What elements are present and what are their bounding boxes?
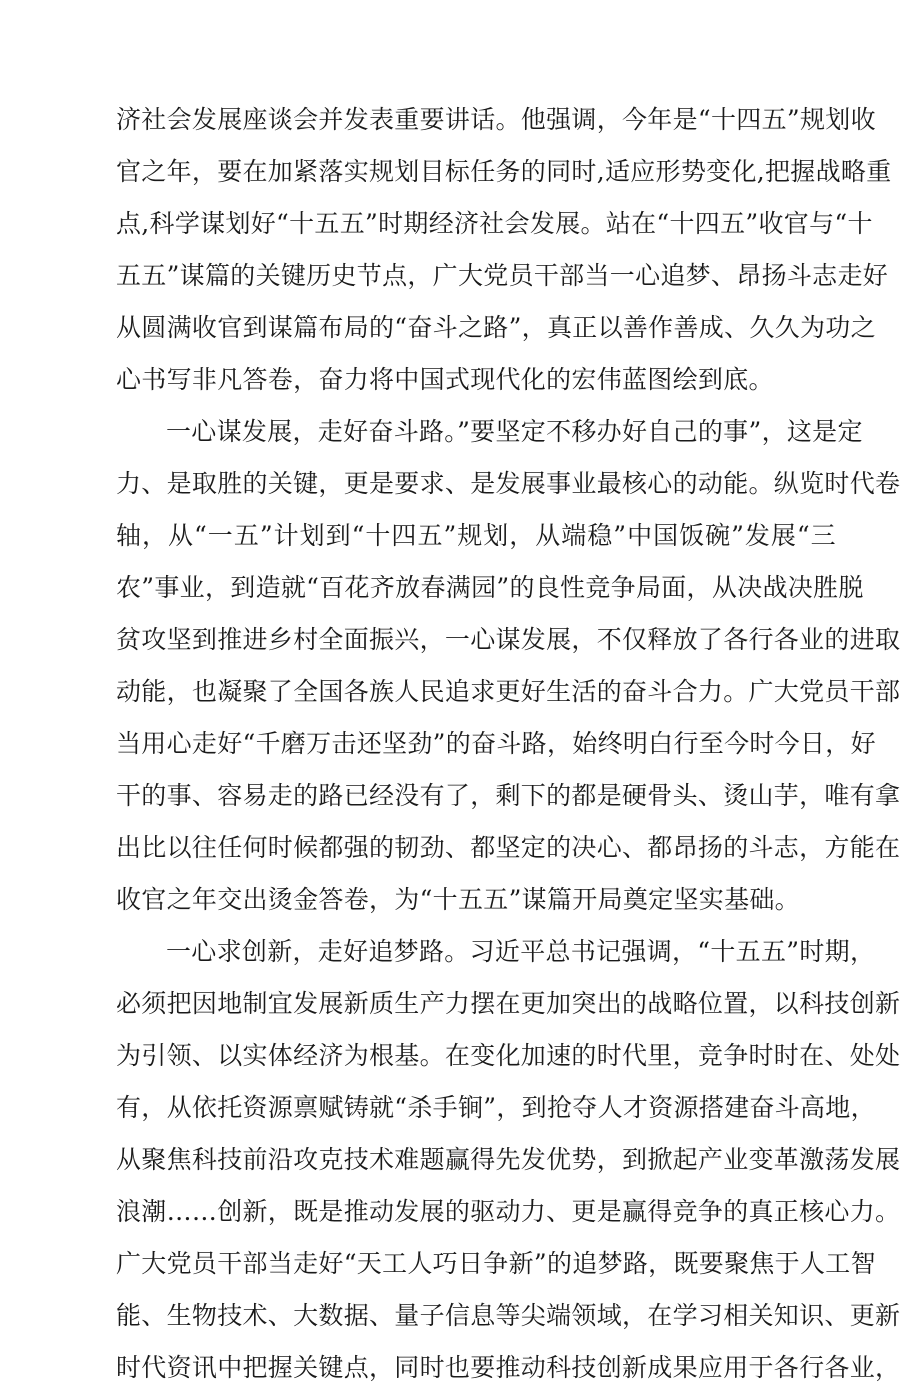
- paragraph-3-line-3: 为引领、以实体经济为根基。在变化加速的时代里，竞争时时在、处处: [116, 1041, 901, 1070]
- paragraph-2-line-2: 力、是取胜的关键，更是要求、是发展事业最核心的动能。纵览时代卷: [116, 469, 901, 498]
- paragraph-1-line-3: 点,科学谋划好“十五五”时期经济社会发展。站在“十四五”收官与“十: [116, 209, 873, 238]
- paragraph-2-line-5: 贫攻坚到推进乡村全面振兴，一心谋发展，不仅释放了各行各业的进取: [116, 625, 901, 654]
- paragraph-2-line-8: 干的事、容易走的路已经没有了，剩下的都是硬骨头、烫山芋，唯有拿: [116, 781, 901, 810]
- paragraph-2-line-10: 收官之年交出烫金答卷，为“十五五”谋篇开局奠定坚实基础。: [116, 885, 800, 914]
- paragraph-2-line-4: 农”事业，到造就“百花齐放春满园”的良性竞争局面，从决战决胜脱: [116, 573, 864, 602]
- paragraph-2-line-6: 动能，也凝聚了全国各族人民追求更好生活的奋斗合力。广大党员干部: [116, 677, 901, 706]
- paragraph-2-line-9: 出比以往任何时候都强的韧劲、都坚定的决心、都昂扬的斗志，方能在: [116, 833, 901, 862]
- paragraph-2-line-7: 当用心走好“千磨万击还坚劲”的奋斗路，始终明白行至今时今日，好: [116, 729, 876, 758]
- paragraph-3-line-7: 广大党员干部当走好“天工人巧日争新”的追梦路，既要聚焦于人工智: [116, 1249, 876, 1278]
- paragraph-1-line-4: 五五”谋篇的关键历史节点，广大党员干部当一心追梦、昂扬斗志走好: [116, 261, 889, 290]
- paragraph-3-line-6: 浪潮……创新，既是推动发展的驱动力、更是赢得竞争的真正核心力。: [116, 1197, 901, 1226]
- paragraph-3-line-1: 一心求创新，走好追梦路。习近平总书记强调，“十五五”时期，: [166, 937, 876, 966]
- paragraph-3-line-9: 时代资讯中把握关键点，同时也要推动科技创新成果应用于各行各业，: [116, 1353, 901, 1382]
- paragraph-3-line-8: 能、生物技术、大数据、量子信息等尖端领域，在学习相关知识、更新: [116, 1301, 901, 1330]
- paragraph-3-line-4: 有，从依托资源禀赋铸就“杀手锏”，到抢夺人才资源搭建奋斗高地，: [116, 1093, 876, 1122]
- paragraph-1-line-6: 心书写非凡答卷，奋力将中国式现代化的宏伟蓝图绘到底。: [116, 365, 774, 394]
- paragraph-2-line-1: 一心谋发展，走好奋斗路。”要坚定不移办好自己的事”，这是定: [166, 417, 863, 446]
- paragraph-3-line-2: 必须把因地制宜发展新质生产力摆在更加突出的战略位置，以科技创新: [116, 989, 901, 1018]
- paragraph-1-line-5: 从圆满收官到谋篇布局的“奋斗之路”，真正以善作善成、久久为功之: [116, 313, 876, 342]
- document-body: [116, 94, 901, 1394]
- paragraph-2-line-3: 轴，从“一五”计划到“十四五”规划，从端稳”中国饭碗”发展“三: [116, 521, 836, 550]
- paragraph-1-line-1: 济社会发展座谈会并发表重要讲话。他强调，今年是“十四五”规划收: [116, 105, 876, 134]
- paragraph-1-line-2: 官之年，要在加紧落实规划目标任务的同时,适应形势变化,把握战略重: [116, 157, 892, 186]
- paragraph-3-line-5: 从聚焦科技前沿攻克技术难题赢得先发优势，到掀起产业变革激荡发展: [116, 1145, 901, 1174]
